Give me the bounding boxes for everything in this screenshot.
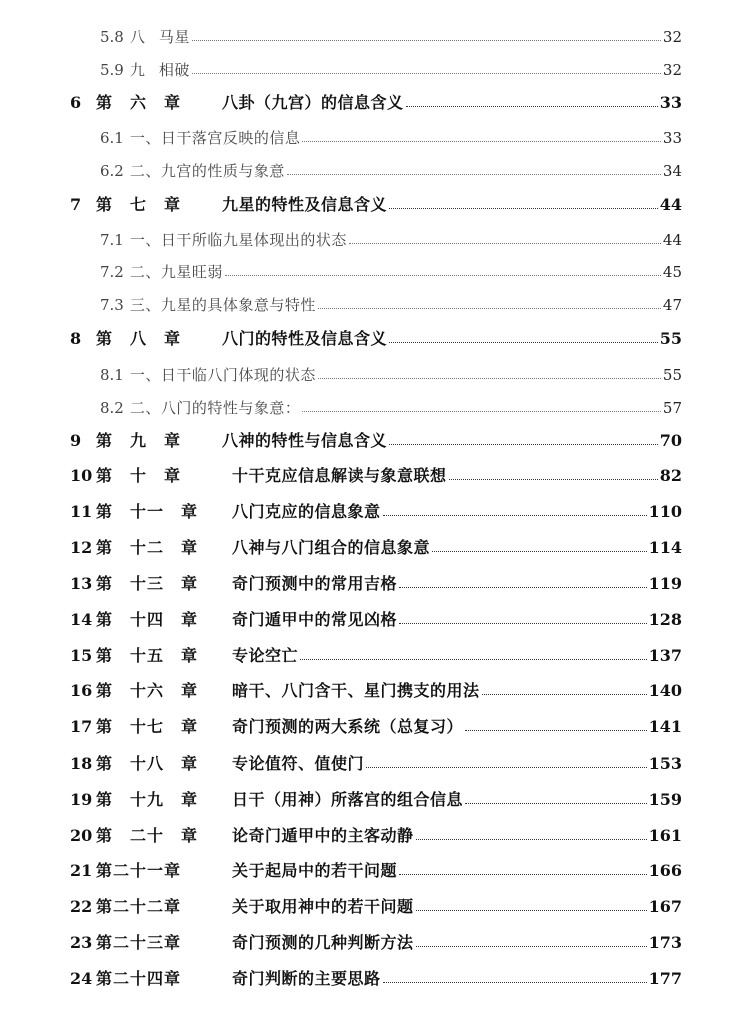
dot-leader [465, 802, 647, 804]
toc-entry-page-number: 32 [662, 61, 682, 79]
toc-entry-page-number: 44 [659, 195, 682, 214]
toc-chapter-entry[interactable] [0, 317, 744, 347]
toc-entry-page-number: 34 [662, 162, 682, 180]
dot-leader [192, 39, 661, 41]
toc-entry-heading: 第 十三 章 [96, 574, 199, 593]
toc-entry-page-number: 119 [648, 574, 682, 593]
dot-leader [399, 622, 647, 624]
toc-entry-title: 奇门判断的主要思路 [232, 969, 381, 988]
toc-entry-number: 8.2 [100, 399, 124, 417]
toc-entry-page-number: 161 [648, 826, 682, 845]
toc-entry-title: 三、九星的具体象意与特性 [129, 296, 316, 314]
dot-leader [318, 377, 661, 379]
toc-entry-title: 八神与八门组合的信息象意 [232, 538, 431, 557]
toc-entry-number: 12 [70, 538, 93, 557]
toc-entry-title: 九星的特性及信息含义 [222, 195, 388, 214]
toc-section-entry[interactable] [0, 149, 744, 179]
toc-section-entry[interactable] [0, 353, 744, 383]
toc-chapter-entry[interactable] [0, 849, 744, 879]
dot-leader [349, 242, 661, 244]
toc-chapter-entry[interactable] [0, 885, 744, 915]
toc-entry-heading: 八 [129, 28, 145, 46]
toc-entry-heading: 第二十一章 [96, 861, 182, 880]
toc-entry-number: 8 [70, 329, 82, 348]
toc-section-entry[interactable] [0, 283, 744, 313]
toc-entry-title: 奇门预测中的常用吉格 [232, 574, 398, 593]
toc-entry-page-number: 137 [648, 646, 682, 665]
toc-entry-number: 21 [70, 861, 93, 880]
toc-entry-number: 22 [70, 897, 93, 916]
toc-entry-title: 论奇门遁甲中的主客动静 [232, 826, 414, 845]
dot-leader [406, 105, 658, 107]
dot-leader [482, 693, 647, 695]
toc-entry-page-number: 110 [648, 502, 682, 521]
toc-entry-page-number: 70 [659, 431, 682, 450]
toc-entry-page-number: 82 [659, 466, 682, 485]
toc-entry-number: 9 [70, 431, 82, 450]
dot-leader [399, 586, 647, 588]
toc-entry-heading: 九 [129, 61, 145, 79]
toc-entry-number: 19 [70, 790, 93, 809]
toc-entry-page-number: 45 [662, 263, 682, 281]
toc-chapter-entry[interactable] [0, 778, 744, 808]
toc-entry-title: 相破 [158, 61, 190, 79]
toc-entry-number: 7.1 [100, 231, 124, 249]
toc-entry-number: 7.2 [100, 263, 124, 281]
toc-entry-number: 18 [70, 754, 93, 773]
toc-chapter-entry[interactable] [0, 183, 744, 213]
toc-entry-page-number: 159 [648, 790, 682, 809]
toc-chapter-entry[interactable] [0, 634, 744, 664]
toc-chapter-entry[interactable] [0, 419, 744, 449]
toc-chapter-entry[interactable] [0, 705, 744, 735]
toc-entry-number: 23 [70, 933, 93, 952]
toc-entry-number: 10 [70, 466, 93, 485]
dot-leader [416, 838, 647, 840]
dot-leader [366, 766, 647, 768]
toc-entry-page-number: 55 [659, 329, 682, 348]
toc-entry-heading: 第 十二 章 [96, 538, 199, 557]
toc-chapter-entry[interactable] [0, 490, 744, 520]
toc-entry-number: 7 [70, 195, 82, 214]
toc-entry-title: 二、九宫的性质与象意 [129, 162, 285, 180]
toc-entry-page-number: 141 [648, 717, 682, 736]
dot-leader [302, 410, 661, 412]
toc-entry-heading: 第 十 章 [96, 466, 182, 485]
toc-entry-page-number: 33 [662, 129, 682, 147]
toc-entry-page-number: 177 [648, 969, 682, 988]
toc-entry-heading: 第 十一 章 [96, 502, 199, 521]
dot-leader [302, 140, 661, 142]
dot-leader [287, 173, 661, 175]
toc-entry-page-number: 173 [648, 933, 682, 952]
toc-entry-title: 八门的特性及信息含义 [222, 329, 388, 348]
toc-section-entry[interactable] [0, 250, 744, 280]
toc-chapter-entry[interactable] [0, 562, 744, 592]
toc-section-entry[interactable] [0, 218, 744, 248]
toc-entry-page-number: 57 [662, 399, 682, 417]
toc-chapter-entry[interactable] [0, 921, 744, 951]
dot-leader [192, 72, 661, 74]
toc-entry-number: 6.2 [100, 162, 124, 180]
toc-entry-number: 16 [70, 681, 93, 700]
toc-entry-number: 20 [70, 826, 93, 845]
dot-leader [465, 729, 647, 731]
toc-entry-heading: 第 十四 章 [96, 610, 199, 629]
toc-entry-number: 14 [70, 610, 93, 629]
toc-entry-number: 6.1 [100, 129, 124, 147]
toc-entry-title: 专论值符、值使门 [232, 754, 365, 773]
toc-entry-page-number: 167 [648, 897, 682, 916]
toc-entry-page-number: 55 [662, 366, 682, 384]
dot-leader [416, 909, 647, 911]
toc-entry-heading: 第 六 章 [96, 93, 182, 112]
toc-entry-page-number: 44 [662, 231, 682, 249]
toc-entry-heading: 第 十六 章 [96, 681, 199, 700]
toc-chapter-entry[interactable] [0, 526, 744, 556]
toc-entry-title: 奇门预测的两大系统（总复习） [232, 717, 464, 736]
toc-entry-page-number: 128 [648, 610, 682, 629]
toc-entry-title: 关于取用神中的若干问题 [232, 897, 414, 916]
toc-entry-heading: 第 七 章 [96, 195, 182, 214]
toc-entry-page-number: 33 [659, 93, 682, 112]
toc-entry-title: 八门克应的信息象意 [232, 502, 381, 521]
dot-leader [389, 443, 658, 445]
toc-entry-page-number: 140 [648, 681, 682, 700]
toc-entry-title: 一、日干落宫反映的信息 [129, 129, 301, 147]
toc-chapter-entry[interactable] [0, 598, 744, 628]
toc-entry-number: 13 [70, 574, 93, 593]
dot-leader [399, 873, 647, 875]
toc-entry-page-number: 47 [662, 296, 682, 314]
toc-entry-title: 十干克应信息解读与象意联想 [232, 466, 447, 485]
toc-entry-heading: 第 九 章 [96, 431, 182, 450]
toc-entry-heading: 第 十五 章 [96, 646, 199, 665]
dot-leader [383, 514, 647, 516]
dot-leader [416, 945, 647, 947]
toc-entry-title: 八卦（九宫）的信息含义 [222, 93, 404, 112]
dot-leader [300, 658, 647, 660]
toc-entry-number: 7.3 [100, 296, 124, 314]
toc-entry-number: 15 [70, 646, 93, 665]
toc-entry-title: 关于起局中的若干问题 [232, 861, 398, 880]
dot-leader [389, 207, 658, 209]
toc-entry-number: 24 [70, 969, 93, 988]
toc-entry-heading: 第 十九 章 [96, 790, 199, 809]
dot-leader [432, 550, 647, 552]
toc-chapter-entry[interactable] [0, 81, 744, 111]
toc-entry-page-number: 166 [648, 861, 682, 880]
toc-entry-page-number: 32 [662, 28, 682, 46]
dot-leader [318, 307, 661, 309]
toc-entry-title: 二、九星旺弱 [129, 263, 223, 281]
toc-section-entry[interactable] [0, 116, 744, 146]
toc-entry-title: 八神的特性与信息含义 [222, 431, 388, 450]
dot-leader [225, 274, 661, 276]
toc-chapter-entry[interactable] [0, 814, 744, 844]
toc-entry-number: 5.8 [100, 28, 124, 46]
toc-entry-title: 日干（用神）所落宫的组合信息 [232, 790, 464, 809]
toc-entry-page-number: 153 [648, 754, 682, 773]
toc-entry-page-number: 114 [648, 538, 682, 557]
dot-leader [449, 478, 658, 480]
toc-chapter-entry[interactable] [0, 454, 744, 484]
toc-section-entry[interactable] [0, 386, 744, 416]
toc-section-entry[interactable] [0, 15, 744, 45]
toc-entry-title: 马星 [158, 28, 190, 46]
toc-entry-heading: 第 二十 章 [96, 826, 199, 845]
toc-chapter-entry[interactable] [0, 669, 744, 699]
toc-entry-title: 奇门遁甲中的常见凶格 [232, 610, 398, 629]
toc-chapter-entry[interactable] [0, 957, 744, 987]
toc-entry-number: 17 [70, 717, 93, 736]
toc-entry-heading: 第 十八 章 [96, 754, 199, 773]
toc-entry-number: 5.9 [100, 61, 124, 79]
toc-entry-title: 专论空亡 [232, 646, 299, 665]
dot-leader [383, 981, 647, 983]
toc-entry-title: 奇门预测的几种判断方法 [232, 933, 414, 952]
toc-entry-number: 6 [70, 93, 82, 112]
toc-entry-title: 暗干、八门含干、星门携支的用法 [232, 681, 480, 700]
toc-entry-number: 8.1 [100, 366, 124, 384]
toc-entry-heading: 第 十七 章 [96, 717, 199, 736]
toc-entry-number: 11 [70, 502, 93, 521]
toc-entry-title: 一、日干临八门体现的状态 [129, 366, 316, 384]
toc-chapter-entry[interactable] [0, 742, 744, 772]
toc-entry-heading: 第二十二章 [96, 897, 182, 916]
toc-entry-title: 一、日干所临九星体现出的状态 [129, 231, 347, 249]
toc-section-entry[interactable] [0, 48, 744, 78]
dot-leader [389, 341, 658, 343]
toc-entry-title: 二、八门的特性与象意： [129, 399, 301, 417]
toc-entry-heading: 第二十三章 [96, 933, 182, 952]
toc-entry-heading: 第二十四章 [96, 969, 182, 988]
toc-entry-heading: 第 八 章 [96, 329, 182, 348]
